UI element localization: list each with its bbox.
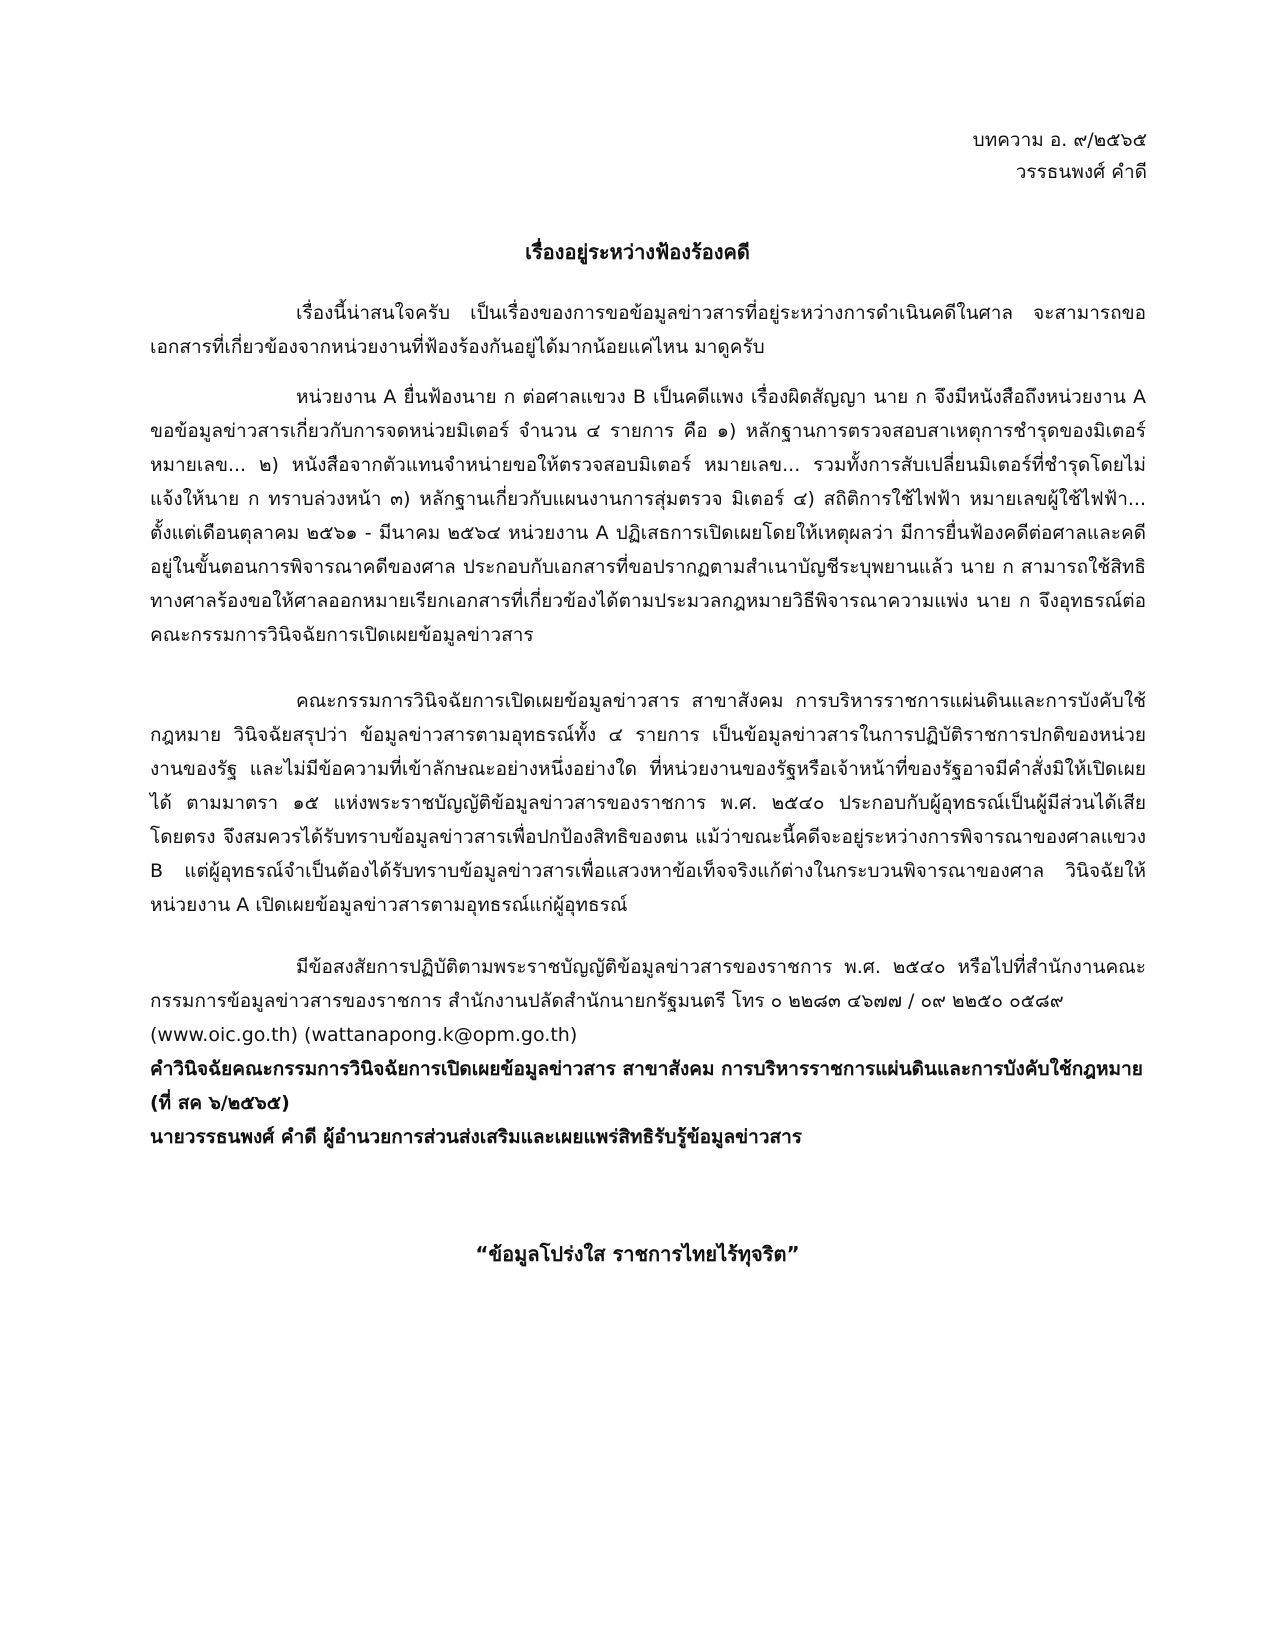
slogan: “ข้อมูลโปร่งใส ราชการไทยไร้ทุจริต” (475, 1242, 800, 1266)
paragraph-intro-block (150, 296, 1146, 364)
article-number: บทความ อ. ๙/๒๕๖๕ (972, 129, 1147, 151)
paragraph-decision-block (150, 684, 1146, 922)
paragraph-facts-block (150, 380, 1146, 652)
paragraph-intro: เรื่องนี้น่าสนใจครับ เป็นเรื่องของการขอข้อมูลข่าวสารที่อยู่ระหว่างการดำเนินคดีในศาล จะสามารถขอเอกสารที่เกี่ยวข้องจากหน่วยงานที่ฟ้องร้องกันอยู่ได้มากน้อยแค่ไหน มาดูครับ (150, 302, 1146, 358)
author-credit: นายวรรธนพงศ์ คำดี ผู้อำนวยการส่วนส่งเสริมและเผยแพร่สิทธิรับรู้ข้อมูลข่าวสาร (150, 1126, 802, 1148)
paragraph-contact: มีข้อสงสัยการปฏิบัติตามพระราชบัญญัติข้อมูลข่าวสารของราชการ พ.ศ. ๒๕๔๐ หรือไปที่สำนักงานคณะกรรมการข้อมูลข่าวสารของราชการ สำนักงานปลัดสำนักนายกรัฐมนตรี โทร ๐ ๒๒๘๓ ๔๖๗๗ / ๐๙ ๒๒๕๐ ๐๕๘๙ (150, 956, 1146, 1012)
contact-links: (www.oic.go.th) (wattanapong.k@opm.go.th) (150, 1024, 578, 1046)
article-author: วรรธนพงศ์ คำดี (1015, 161, 1147, 183)
document-title: เรื่องอยู่ระหว่างฟ้องร้องคดี (525, 240, 750, 264)
article-header (973, 124, 1147, 188)
paragraph-facts: หน่วยงาน A ยื่นฟ้องนาย ก ต่อศาลแขวง B เป็นคดีแพง เรื่องผิดสัญญา นาย ก จึงมีหนังสือถึงหน่วยงาน A ขอข้อมูลข่าวสารเกี่ยวกับการจดหน่วยมิเตอร์ จำนวน ๔ รายการ คือ ๑) หลักฐานการตรวจสอบสาเหตุการชำรุดของมิเตอร์ หมายเลข... ๒) หนังสือจากตัวแทนจำหน่ายขอให้ตรวจสอบมิเตอร์ หมายเลข... รวมทั้งการสับเปลี่ยนมิเตอร์ที่ชำรุดโดยไม่แจ้งให้นาย ก ทราบล่วงหน้า ๓) หลักฐานเกี่ยวกับแผนงานการสุ่มตรวจ มิเตอร์ ๔) สถิติการใช้ไฟฟ้า หมายเลขผู้ใช้ไฟฟ้า... ตั้งแต่เดือนตุลาคม ๒๕๖๑ - มีนาคม ๒๕๖๔ หน่วยงาน A ปฏิเสธการเปิดเผยโดยให้เหตุผลว่า มีการยื่นฟ้องคดีต่อศาลและคดีอยู่ในขั้นตอนการพิจารณาคดีของศาล ประกอบกับเอกสารที่ขอปรากฏตามสำเนาบัญชีระบุพยานแล้ว นาย ก สามารถใช้สิทธิทางศาลร้องขอให้ศาลออกหมายเรียกเอกสารที่เกี่ยวข้องได้ตามประมวลกฎหมายวิธีพิจารณาความแพ่ง นาย ก จึงอุทธรณ์ต่อคณะกรรมการวินิจฉัยการเปิดเผยข้อมูลข่าวสาร (150, 386, 1146, 646)
decision-reference: คำวินิจฉัยคณะกรรมการวินิจฉัยการเปิดเผยข้อมูลข่าวสาร สาขาสังคม การบริหารราชการแผ่นดินและการบังคับใช้กฎหมาย (ที่ สค ๖/๒๕๖๕) (150, 1058, 1143, 1114)
closing-block (150, 950, 1146, 1154)
paragraph-decision: คณะกรรมการวินิจฉัยการเปิดเผยข้อมูลข่าวสาร สาขาสังคม การบริหารราชการแผ่นดินและการบังคับใช้กฎหมาย วินิจฉัยสรุปว่า ข้อมูลข่าวสารตามอุทธรณ์ทั้ง ๔ รายการ เป็นข้อมูลข่าวสารในการปฏิบัติราชการปกติของหน่วยงานของรัฐ และไม่มีข้อความที่เข้าลักษณะอย่างหนึ่งอย่างใด ที่หน่วยงานของรัฐหรือเจ้าหน้าที่ของรัฐอาจมีคำสั่งมิให้เปิดเผยได้ ตามมาตรา ๑๕ แห่งพระราชบัญญัติข้อมูลข่าวสารของราชการ พ.ศ. ๒๕๔๐ ประกอบกับผู้อุทธรณ์เป็นผู้มีส่วนได้เสียโดยตรง จึงสมควรได้รับทราบข้อมูลข่าวสารเพื่อปกป้องสิทธิของตน แม้ว่าขณะนี้คดีจะอยู่ระหว่างการพิจารณาของศาลแขวง B แต่ผู้อุทธรณ์จำเป็นต้องได้รับทราบข้อมูลข่าวสารเพื่อแสวงหาข้อเท็จจริงแก้ต่างในกระบวนพิจารณาของศาล วินิจฉัยให้หน่วยงาน A เปิดเผยข้อมูลข่าวสารตามอุทธรณ์แก่ผู้อุทธรณ์ (150, 690, 1146, 916)
